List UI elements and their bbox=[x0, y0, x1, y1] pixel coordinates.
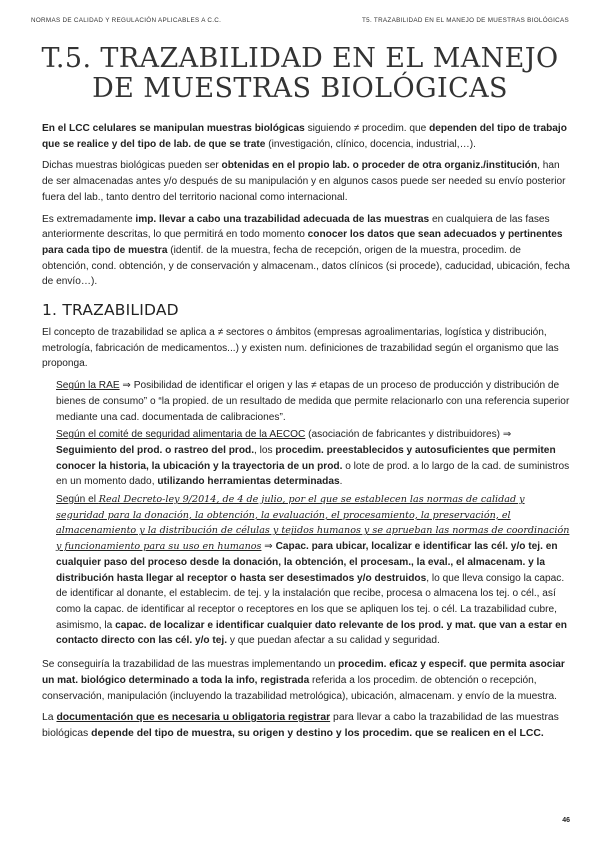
document-body bbox=[42, 121, 570, 748]
paragraph-intro: En el LCC celulares se manipulan muestras biológicas siguiendo ≠ procedim. que dependen del tipo de trabajo que se realice y del tipo de lab. de que se trate (investigación, clínico, docencia, industrial,…). bbox=[42, 123, 567, 150]
definition-real-decreto: Según el Real Decreto-ley 9/2014, de 4 de julio, por el que se establecen las normas de calidad y seguridad para la donación, la obtención, la evaluación, el procesamiento, la preservación, el almacenamiento y la distribución de células y tejidos humanos y se aprueban las normas de coordinación y funcionamiento para su uso en humanos ⇒ Capac. para ubicar, localizar e identificar las cél. y/o tej. en cualquier paso del proceso desde la donación, la obtención, el procesam., la eval., el almacenam. y la distribución hasta llegar al receptor o hasta ser desestimados y/o destruidos, lo que lleva consigo la capac. de identificar al donante, el establecim. de tej. y la instalación que recibe, procesa o almacena los tej. o cél., así como la capac. de identificar al receptor o receptores en los que se apliquen los tej. o cél. La trazabilidad cubre, asimismo, la capac. de localizar e identificar cualquier dato relevante de los prod. y mat. que van a estar en contacto directo con las cél. y/o tej. y que puedan afectar a su calidad y seguridad. bbox=[56, 494, 570, 647]
page-title: T.5. TRAZABILIDAD EN EL MANEJO DE MUESTRAS BIOLÓGICAS bbox=[41, 43, 559, 104]
definition-rae: Según la RAE ⇒ Posibilidad de identificar el origen y las ≠ etapas de un proceso de producción y distribución de bienes de consumo” o “la propied. de un resultado de medida que permite relacionarlo con una referencia superior mediante una cad. documentada de calibraciones”. bbox=[56, 380, 570, 423]
paragraph-importance: Es extremadamente imp. llevar a cabo una trazabilidad adecuada de las muestras en cualquiera de las fases anteriormente descritas, lo que permitirá en todo momento conocer los datos que sean adecuados y pertinentes para cada tipo de muestra (identif. de la muestra, fecha de recepción, origen de la muestra, procedim. de obtención, cond. obtención, y de conservación y almacenam., datos clínicos (si procede), caducidad, ubicación, fecha de envío…). bbox=[42, 213, 570, 288]
running-header-right: T5. TRAZABILIDAD EN EL MANEJO DE MUESTRAS BIOLÓGICAS bbox=[362, 17, 569, 24]
paragraph-obtention: Dichas muestras biológicas pueden ser obtenidas en el propio lab. o proceder de otra organiz./institución, han de ser almacenadas antes y/o después de su manipulación y en algunos casos puede ser needed su envío posterior fuera del lab., tanto dentro del territorio nacional como internacional. bbox=[42, 160, 566, 203]
paragraph-concept: El concepto de trazabilidad se aplica a ≠ sectores o ámbitos (empresas agroalimentarias, logística y distribución, metrología, fabricación de medicamentos...) y existen num. definiciones de trazabilidad según el organismo que las proponga. bbox=[42, 327, 559, 370]
definitions-list bbox=[56, 378, 570, 649]
page-number: 46 bbox=[562, 817, 570, 824]
paragraph-implementation: Se conseguiría la trazabilidad de las muestras implementando un procedim. eficaz y especif. que permita asociar un mat. biológico determinado a toda la info, registrada referida a los procedim. de obtención o recepción, conservación, manipulación (incluyendo la trazabilidad metrológica), ubicación, almacenam. y envío de la muestra. bbox=[42, 659, 565, 702]
section-heading-trazabilidad: 1. TRAZABILIDAD bbox=[42, 301, 179, 320]
running-header-left: NORMAS DE CALIDAD Y REGULACIÓN APLICABLES A C.C. bbox=[31, 17, 222, 24]
paragraph-documentation: La documentación que es necesaria u obligatoria registrar para llevar a cabo la trazabilidad de las muestras biológicas depende del tipo de muestra, su origen y destino y los procedim. que se realicen en el LCC. bbox=[42, 712, 559, 739]
definition-aecoc: Según el comité de seguridad alimentaria de la AECOC (asociación de fabricantes y distribuidores) ⇒ Seguimiento del prod. o rastreo del prod., los procedim. preestablecidos y autosuficientes que permiten conocer la historia, la ubicación y la trayectoria de un prod. o lote de prod. a lo largo de la cad. de suministros en un momento dado, utilizando herramientas determinadas. bbox=[56, 429, 570, 488]
